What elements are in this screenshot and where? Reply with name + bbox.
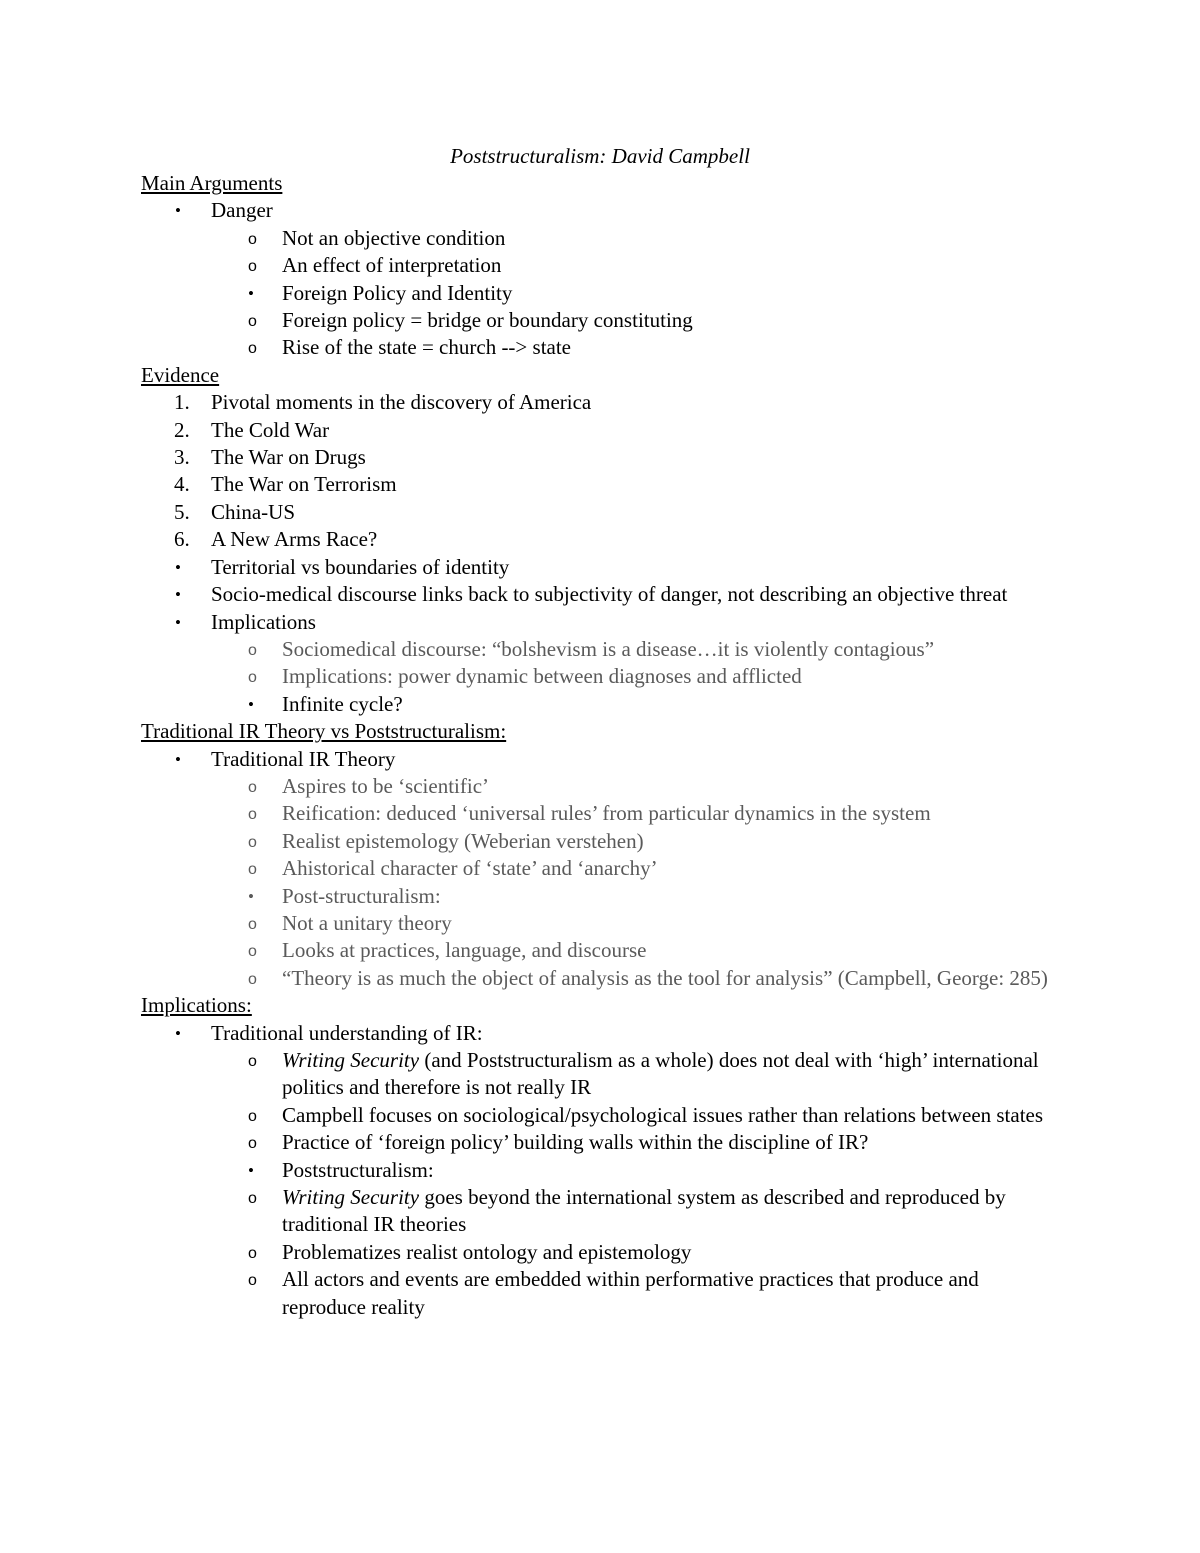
circle-bullet-icon: o <box>248 833 257 851</box>
list-item <box>141 1020 1061 1047</box>
list-item <box>141 855 1061 882</box>
list-number: 6. <box>174 527 190 552</box>
list-item <box>141 526 1061 553</box>
circle-bullet-icon: o <box>248 313 257 331</box>
list-item <box>141 1047 1061 1102</box>
bullet-icon: • <box>175 557 181 577</box>
list-item-text: Poststructuralism: <box>282 1157 434 1182</box>
list-item-text: Not a unitary theory <box>282 910 452 935</box>
circle-bullet-icon: o <box>248 1107 257 1125</box>
circle-bullet-icon: o <box>248 915 257 933</box>
list-item-text: Aspires to be ‘scientific’ <box>282 773 490 798</box>
list-item-text: Ahistorical character of ‘state’ and ‘anarchy’ <box>282 856 658 881</box>
list-item <box>141 334 1061 361</box>
list-item <box>141 499 1061 526</box>
list-item <box>141 444 1061 471</box>
list-item-text: goes beyond the international system as described and reproduced by traditional IR theories <box>282 1185 1006 1237</box>
bullet-icon: • <box>175 612 181 632</box>
section <box>141 170 1061 362</box>
list-item <box>141 1184 1061 1239</box>
list-item-text: Not an objective condition <box>282 225 506 250</box>
circle-bullet-icon: o <box>248 806 257 824</box>
list-item <box>141 883 1061 910</box>
list-item <box>141 280 1061 307</box>
bullet-icon: • <box>248 694 254 714</box>
list-item <box>141 417 1061 444</box>
section <box>141 362 1061 718</box>
bullet-icon: • <box>175 1023 181 1043</box>
circle-bullet-icon: o <box>248 1053 257 1070</box>
list-item <box>141 691 1061 718</box>
list-item <box>141 910 1061 937</box>
list-item <box>141 471 1061 498</box>
section-heading: Implications: <box>141 993 252 1018</box>
list-item <box>141 663 1061 690</box>
list-item-text: (and Poststructuralism as a whole) does not deal with ‘high’ international politics and therefore is not really IR <box>282 1048 1039 1100</box>
circle-bullet-icon: o <box>248 340 257 358</box>
list-item-text: Implications: power dynamic between diagnoses and afflicted <box>282 664 802 689</box>
list-item <box>141 554 1061 581</box>
list-item-text: Reification: deduced ‘universal rules’ from particular dynamics in the system <box>282 801 931 826</box>
list-number: 5. <box>174 499 190 524</box>
list-item-text: Infinite cycle? <box>282 691 403 716</box>
circle-bullet-icon: o <box>248 943 257 961</box>
list-item-text: Realist epistemology (Weberian verstehen) <box>282 828 644 853</box>
circle-bullet-icon: o <box>248 778 257 796</box>
list-item-text: The War on Terrorism <box>211 472 397 497</box>
list-item <box>141 581 1061 608</box>
list-item-text: A New Arms Race? <box>211 527 378 552</box>
bullet-list <box>141 1020 1061 1321</box>
list-item-text: Danger <box>211 198 273 223</box>
list-item <box>141 225 1061 252</box>
circle-bullet-icon: o <box>248 669 257 687</box>
bullet-icon: • <box>248 1160 254 1180</box>
list-item <box>141 937 1061 964</box>
list-number: 1. <box>174 390 190 415</box>
list-item-text: Socio-medical discourse links back to subjectivity of danger, not describing an objective threat <box>211 582 1008 607</box>
list-item <box>141 636 1061 663</box>
circle-bullet-icon: o <box>248 1135 257 1153</box>
list-item-text: Looks at practices, language, and discourse <box>282 938 647 963</box>
bullet-icon: • <box>175 201 181 221</box>
list-number: 3. <box>174 445 190 470</box>
list-item <box>141 252 1061 279</box>
list-item-text: All actors and events are embedded within performative practices that produce and reproduce reality <box>282 1267 979 1319</box>
list-item-text: Foreign Policy and Identity <box>282 280 513 305</box>
section-heading: Traditional IR Theory vs Poststructuralism: <box>141 719 507 744</box>
list-item-text: Rise of the state = church --> state <box>282 335 572 360</box>
bullet-list <box>141 197 1061 361</box>
circle-bullet-icon: o <box>248 1244 257 1262</box>
bullet-icon: • <box>175 749 181 769</box>
list-item-text: An effect of interpretation <box>282 253 502 278</box>
list-item-text: Implications <box>211 609 316 634</box>
list-item <box>141 307 1061 334</box>
list-item <box>141 1266 1061 1321</box>
list-item-text: Sociomedical discourse: “bolshevism is a disease…it is violently contagious” <box>282 636 935 661</box>
list-number: 2. <box>174 417 190 442</box>
circle-bullet-icon: o <box>248 258 257 276</box>
section-heading: Main Arguments <box>141 171 283 195</box>
list-item-text: Territorial vs boundaries of identity <box>211 554 510 579</box>
list-item <box>141 389 1061 416</box>
circle-bullet-icon: o <box>248 641 257 659</box>
bullet-list <box>141 746 1061 993</box>
section-heading: Evidence <box>141 362 220 387</box>
list-item-text: “Theory is as much the object of analysis as the tool for analysis” (Campbell, George: 285) <box>282 965 1048 990</box>
list-item <box>141 1129 1061 1156</box>
list-item-text: Traditional IR Theory <box>211 746 396 771</box>
section <box>141 992 1061 1321</box>
list-item <box>141 800 1061 827</box>
italic-title: Writing Security <box>282 1048 420 1072</box>
list-item <box>141 1239 1061 1266</box>
list-item-text: China-US <box>211 499 295 524</box>
circle-bullet-icon: o <box>248 1272 257 1290</box>
document-body <box>141 170 1061 1321</box>
list-item <box>141 965 1061 992</box>
bullet-icon: • <box>175 585 181 605</box>
list-item-text: Foreign policy = bridge or boundary constituting <box>282 308 693 333</box>
section <box>141 718 1061 992</box>
bullet-icon: • <box>248 283 254 303</box>
bullet-list <box>141 389 1061 718</box>
list-number: 4. <box>174 472 190 497</box>
list-item-text: Traditional understanding of IR: <box>211 1020 483 1045</box>
bullet-icon: • <box>248 886 254 906</box>
list-item <box>141 197 1061 224</box>
page-title: Poststructuralism: David Campbell <box>450 144 750 168</box>
list-item-text: The Cold War <box>211 417 330 442</box>
list-item <box>141 746 1061 773</box>
list-item-text: Campbell focuses on sociological/psychological issues rather than relations between states <box>282 1102 1044 1127</box>
list-item <box>141 828 1061 855</box>
circle-bullet-icon: o <box>248 970 257 988</box>
circle-bullet-icon: o <box>248 230 257 248</box>
italic-title: Writing Security <box>282 1185 420 1210</box>
list-item-text: Post-structuralism: <box>282 883 441 908</box>
list-item-text: The War on Drugs <box>211 445 366 470</box>
list-item <box>141 1157 1061 1184</box>
list-item <box>141 1102 1061 1129</box>
list-item <box>141 773 1061 800</box>
list-item-text: Pivotal moments in the discovery of America <box>211 390 592 415</box>
list-item <box>141 609 1061 636</box>
circle-bullet-icon: o <box>248 1190 257 1208</box>
list-item-text: Problematizes realist ontology and epistemology <box>282 1239 692 1264</box>
circle-bullet-icon: o <box>248 861 257 879</box>
list-item-text: Practice of ‘foreign policy’ building walls within the discipline of IR? <box>282 1130 869 1155</box>
